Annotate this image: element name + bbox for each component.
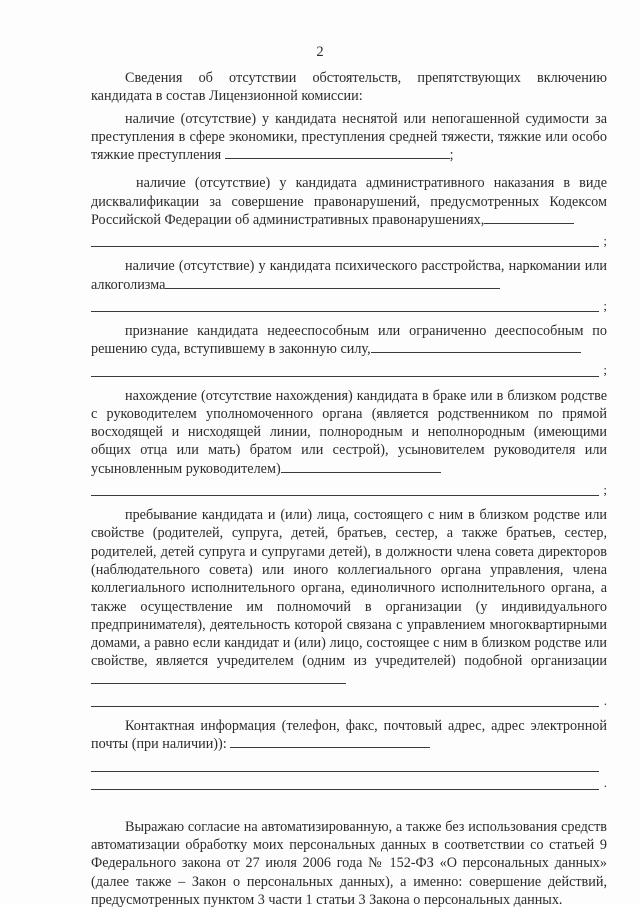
contact-paragraph: [91, 717, 607, 754]
management-answer-field[interactable]: [91, 671, 346, 684]
criminal-answer-field[interactable]: [225, 146, 450, 159]
contact-answer-line-1[interactable]: [91, 754, 599, 772]
item-criminal-text: наличие (отсутствие) у кандидата неснятой или непогашенной судимости за преступления в сфере экономики, преступления средней тяжести, тяжкие или особо тяжкие преступления: [91, 110, 607, 164]
incapacity-answer-line[interactable]: [91, 359, 607, 378]
management-end: .: [603, 692, 607, 708]
psychiatric-end: ;: [603, 297, 607, 313]
management-answer-line[interactable]: [91, 689, 607, 708]
item-criminal: [91, 110, 607, 165]
item-disqualification-text: наличие (отсутствие) у кандидата административного наказания в виде дисквалификации за совершение правонарушений, предусмотренных Кодексом Российской Федерации об административных правонарушениях,: [91, 175, 607, 229]
incapacity-end: ;: [603, 362, 607, 378]
incapacity-answer-field[interactable]: [371, 340, 581, 353]
contact-answer-field[interactable]: [230, 735, 430, 748]
consent-paragraph: Выражаю согласие на автоматизированную, а также без использования средств автоматизации обработку моих персональных данных в соответствии со статьей 9 Федерального закона от 27 июля 2006 года № 152-ФЗ «О персональных данных» (далее также – Закон о персональных данных), а именно: совершение действий, предусмотренных пунктом 3 части 1 статьи 3 Закона о персональных данных.: [91, 818, 607, 908]
item-psychiatric: [91, 257, 607, 294]
disqualification-end: ;: [603, 233, 607, 249]
item-criminal-end: ;: [449, 147, 454, 164]
psychiatric-answer-field[interactable]: [165, 276, 500, 289]
item-psychiatric-text: наличие (отсутствие) у кандидата психического расстройства, наркомании или алкоголизма: [91, 258, 607, 293]
document-body: [91, 69, 607, 909]
kinship-end: ;: [603, 481, 607, 497]
disqualification-answer-line[interactable]: [91, 229, 607, 249]
intro-paragraph: Сведения об отсутствии обстоятельств, препятствующих включению кандидата в состав Лицензионной комиссии:: [91, 70, 607, 105]
contact-answer-line-2[interactable]: [91, 772, 607, 791]
disqualification-answer-field[interactable]: [484, 211, 574, 224]
kinship-answer-line[interactable]: [91, 478, 607, 497]
item-incapacity-text: признание кандидата недееспособным или ограниченно дееспособным по решению суда, вступившему в законную силу,: [91, 322, 607, 358]
item-kinship-text: нахождение (отсутствие нахождения) кандидата в браке или в близком родстве с руководителем уполномоченного органа (является родственником по прямой восходящей и нисходящей линии, полнородным и неполнородным (имеющими общих отца или мать) братом или сестрой), усыновителем руководителя или усыновленным руководителем): [91, 387, 607, 477]
item-management-text: пребывание кандидата и (или) лица, состоящего с ним в близком родстве или свойстве (родителей, супруга, детей, братьев, сестер, а также братьев, сестер, родителей, детей супруга и супругами детей), в должности члена совета директоров (наблюдательного совета) или иного коллегиального органа управления, члена коллегиального исполнительного органа, единоличного исполнительного органа, а также осуществление им полномочий в организации (у индивидуального предпринимателя), деятельность которой связана с управлением многоквартирными домами, а равно если кандидат и (или) лицо, состоящее с ним в близком родстве или свойстве, является учредителем (одним из учредителей) подобной организации: [91, 507, 607, 670]
item-management: [91, 506, 607, 689]
item-disqualification: [91, 174, 607, 229]
contact-label: Контактная информация (телефон, факс, почтовый адрес, адрес электронной почты (при наличии)):: [91, 718, 607, 753]
page-number: 2: [316, 44, 324, 60]
item-kinship: [91, 387, 607, 478]
item-incapacity: [91, 322, 607, 359]
psychiatric-answer-line[interactable]: [91, 294, 607, 313]
contact-end: .: [603, 775, 607, 791]
kinship-answer-field[interactable]: [281, 460, 441, 473]
